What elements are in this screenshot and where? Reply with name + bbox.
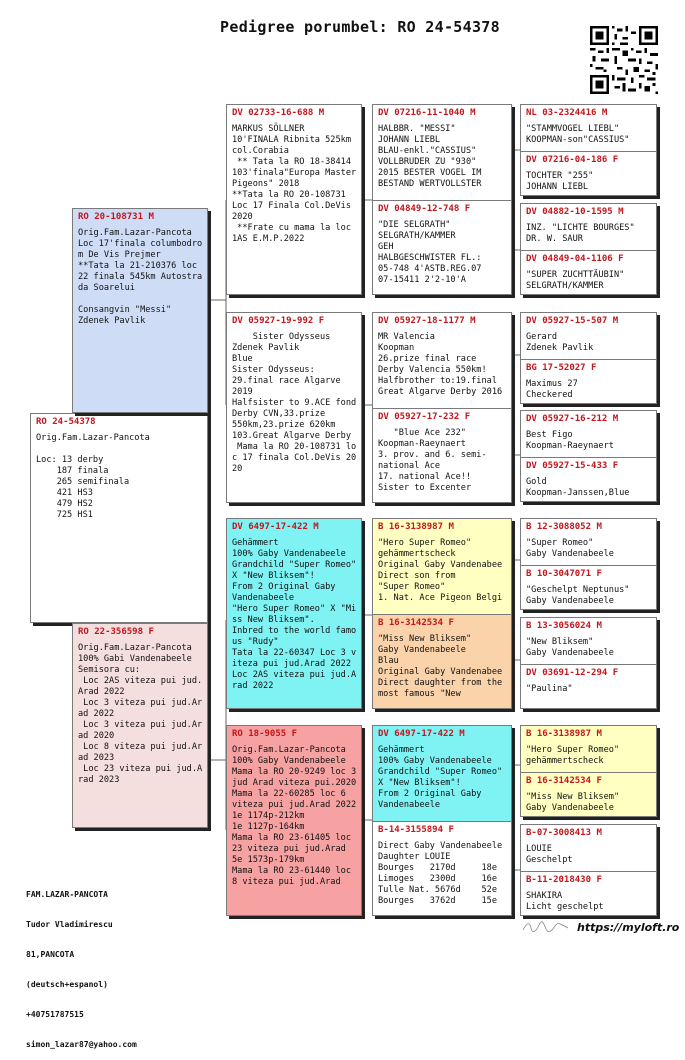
owner-line: FAM.LAZAR-PANCOTA — [26, 890, 108, 899]
granddam-maternal-details: Orig.Fam.Lazar-Pancota 100% Gaby Vandenabeele Mama la RO 20-9249 loc 3 jud Arad viteza pui.2020 Mama la 22-60285 loc 6 viteza pui jud.Arad 2022 1e 1174p-212km 1e 1127p-164km Mama la RO 23-61405 loc 23 viteza pui jud.Arad 5e 1573p-179km Mama la RO 23-61440 loc 8 viteza pui jud.Arad — [232, 745, 357, 887]
gen4-details: LOUIE Geschelpt — [526, 844, 573, 865]
gen4-group-7 — [520, 725, 657, 817]
granddam-maternal-card — [226, 725, 362, 916]
gen4-details: "New Bliksem" Gaby Vandenabeele — [526, 637, 614, 658]
subject-ring: RO 24-54378 — [36, 417, 96, 427]
granddam-paternal-details: Sister Odysseus Zdenek Pavlik Blue Sister Odysseus: 29.final race Algarve 2019 Halfsister to 9.ACE fond Derby CVN,33.prize 550km,23.prize 620km 103.Great Algarve Derby Mama la RO 20-108731 lo c 17 finala Col.DeVis 20 20 — [232, 332, 357, 474]
gen4-ring: B 16-3138987 M — [526, 729, 602, 739]
mother-ring: RO 22-356598 F — [78, 627, 154, 637]
gen4-details: Maximus 27 Checkered — [526, 379, 578, 400]
gen3-group-4 — [372, 725, 512, 916]
gen4-ring: DV 04849-04-1106 F — [526, 254, 624, 264]
gen4-details: "STAMMVOGEL LIEBL" KOOPMAN-son"CASSIUS" — [526, 124, 630, 145]
granddam-paternal-card — [226, 312, 362, 503]
gen4-details: "SUPER ZUCHTTÄUBIN" SELGRATH/KAMMER — [526, 270, 625, 291]
gen4-ring: B 16-3142534 F — [526, 776, 602, 786]
gen3-details: "DIE SELGRATH" SELGRATH/KAMMER GEH HALBGESCHWISTER FL.: 05-748 4'ASTB.REG.07 07-15411 2'2-10'A — [378, 220, 482, 285]
grandsire-maternal-card — [226, 518, 362, 709]
father-ring: RO 20-108731 M — [78, 212, 154, 222]
gen3-group-2 — [372, 312, 512, 503]
gen4-details: "Miss New Bliksem" Gaby Vandenabeele — [526, 792, 620, 813]
website-link[interactable]: https://myloft.ro — [577, 921, 680, 934]
gen4-group-4 — [520, 410, 657, 502]
owner-phone: +40751787515 — [26, 1010, 84, 1019]
grandsire-paternal-ring: DV 02733-16-688 M — [232, 108, 325, 118]
grandsire-paternal-details: MARKUS SÖLLNER 10'FINALA Ribnita 525km col.Corabia ** Tata la RO 18-38414 103'finala"Europa Master Pigeons" 2018 **Tata la RO 20-108731 Loc 17 Finala Col.DeVis 2020 **Frate cu mama la loc 1AS E.M.P.2022 — [232, 124, 357, 244]
gen3-details: HALBBR. "MESSI" JOHANN LIEBL BLAU-enkl."CASSIUS" VOLLBRUDER ZU "930" 2015 BESTER VOGEL IM BESTAND WERTVOLLSTER — [378, 124, 482, 189]
gen4-ring: BG 17-52027 F — [526, 363, 597, 373]
gen4-ring: B 12-3088052 M — [526, 522, 602, 532]
mother-card — [72, 623, 208, 828]
owner-line: 81,PANCOTA — [26, 950, 75, 959]
gen4-ring: B-11-2018430 F — [526, 875, 602, 885]
gen3-details: MR Valencia Koopman 26.prize final race Derby Valencia 550km! Halfbrother to:19.final Great Algarve Derby 2016 — [378, 332, 503, 397]
gen4-ring: NL 03-2324416 M — [526, 108, 608, 118]
gen4-details: Best Figo Koopman-Raeynaert — [526, 430, 614, 451]
gen3-ring: B-14-3155894 F — [378, 825, 454, 835]
gen4-details: "Geschelpt Neptunus" Gaby Vandenabeele — [526, 585, 630, 606]
subject-pigeon-card — [30, 413, 208, 623]
owner-line: Tudor Vladimirescu — [26, 920, 113, 929]
gen4-details: Gold Koopman-Janssen,Blue — [526, 477, 630, 498]
gen3-group-3 — [372, 518, 512, 709]
gen3-ring: DV 04849-12-748 F — [378, 204, 471, 214]
gen4-details: "Paulina" — [526, 684, 573, 694]
father-card — [72, 208, 208, 413]
gen4-group-1 — [520, 104, 657, 196]
gen4-ring: DV 03691-12-294 F — [526, 668, 619, 678]
gen3-ring: B 16-3142534 F — [378, 618, 454, 628]
gen4-ring: B 10-3047071 F — [526, 569, 602, 579]
gen4-group-3 — [520, 312, 657, 404]
gen3-ring: DV 05927-18-1177 M — [378, 316, 476, 326]
gen3-ring: DV 05927-17-232 F — [378, 412, 471, 422]
mother-details: Orig.Fam.Lazar-Pancota 100% Gabi Vandenabeele Semisora cu: Loc 2AS viteza pui jud. Arad 2022 Loc 3 viteza pui jud.Ar ad 2022 Loc 3 viteza pui jud.Ar ad 2020 Loc 8 viteza pui jud.Ar ad 2023 Loc 23 viteza pui jud.A rad 2023 — [78, 643, 203, 785]
gen4-details: TOCHTER "255" JOHANN LIEBL — [526, 171, 594, 192]
gen3-details: Direct Gaby Vandenabeele Daughter LOUIE Bourges 2170d 18e Limoges 2300d 16e Tulle Nat. 5676d 52e Bourges 3762d 15e — [378, 841, 503, 906]
gen4-ring: DV 07216-04-186 F — [526, 155, 619, 165]
page-title: Pedigree porumbel: RO 24-54378 — [220, 18, 500, 36]
gen3-ring: DV 6497-17-422 M — [378, 729, 465, 739]
gen4-ring: B 13-3056024 M — [526, 621, 602, 631]
gen3-details: Gehämmert 100% Gaby Vandenabeele Grandchild "Super Romeo" X "New Bliksem"! From 2 Original Gaby Vandenabeele — [378, 745, 503, 810]
gen4-details: "Super Romeo" Gaby Vandenabeele — [526, 538, 614, 559]
gen4-ring: DV 05927-16-212 M — [526, 414, 619, 424]
gen4-group-8 — [520, 824, 657, 916]
granddam-paternal-ring: DV 05927-19-992 F — [232, 316, 325, 326]
father-details: Orig.Fam.Lazar-Pancota Loc 17'finala columbodro m De Vis Prejmer **Tata la 21-210376 loc 22 finala 545km Autostra da Soarelui Consangvin "Messi" Zdenek Pavlik — [78, 228, 203, 326]
gen4-group-6 — [520, 617, 657, 709]
gen3-ring: B 16-3138987 M — [378, 522, 454, 532]
gen3-details: "Miss New Bliksem" Gaby Vandenabeele Blau Original Gaby Vandenabee Direct daughter from the most famous "New — [378, 634, 503, 699]
owner-line: (deutsch+espanol) — [26, 980, 108, 989]
gen4-group-2 — [520, 203, 657, 295]
gen3-group-1 — [372, 104, 512, 295]
grandsire-maternal-ring: DV 6497-17-422 M — [232, 522, 319, 532]
owner-contact-block — [26, 870, 137, 1060]
gen4-details: Gerard Zdenek Pavlik — [526, 332, 594, 353]
gen4-details: "Hero Super Romeo" gehämmertscheck — [526, 745, 620, 766]
gen3-details: "Hero Super Romeo" gehämmertscheck Original Gaby Vandenabee Direct son from "Super Romeo" 1. Nat. Ace Pigeon Belgi — [378, 538, 503, 603]
owner-email[interactable]: simon_lazar87@yahoo.com — [26, 1040, 137, 1049]
gen4-details: INZ. "LICHTE BOURGES" DR. W. SAUR — [526, 223, 635, 244]
signature-icon — [522, 920, 570, 934]
grandsire-maternal-details: Gehämmert 100% Gaby Vandenabeele Grandchild "Super Romeo" X "New Bliksem"! From 2 Original Gaby Vandenabeele "Hero Super Romeo" X "Mi ss New Bliksem". Inbred to the world famo us "Rudy" Tata la 22-60347 Loc 3 v iteza pui jud.Arad 2022 Loc 2AS viteza pui jud.A rad 2022 — [232, 538, 357, 691]
gen3-ring: DV 07216-11-1040 M — [378, 108, 476, 118]
granddam-maternal-ring: RO 18-9055 F — [232, 729, 298, 739]
subject-details: Orig.Fam.Lazar-Pancota Loc: 13 derby 187 finala 265 semifinala 421 HS3 479 HS2 725 HS1 — [36, 433, 150, 520]
gen4-ring: DV 05927-15-507 M — [526, 316, 619, 326]
gen4-ring: DV 05927-15-433 F — [526, 461, 619, 471]
gen4-ring: DV 04882-10-1595 M — [526, 207, 624, 217]
grandsire-paternal-card — [226, 104, 362, 295]
gen4-group-5 — [520, 518, 657, 610]
gen4-ring: B-07-3008413 M — [526, 828, 602, 838]
gen3-details: "Blue Ace 232" Koopman-Raeynaert 3. prov. and 6. semi- national Ace 17. national Ace!! Sister to Excenter — [378, 428, 487, 493]
gen4-details: SHAKIRA Licht geschelpt — [526, 891, 604, 912]
